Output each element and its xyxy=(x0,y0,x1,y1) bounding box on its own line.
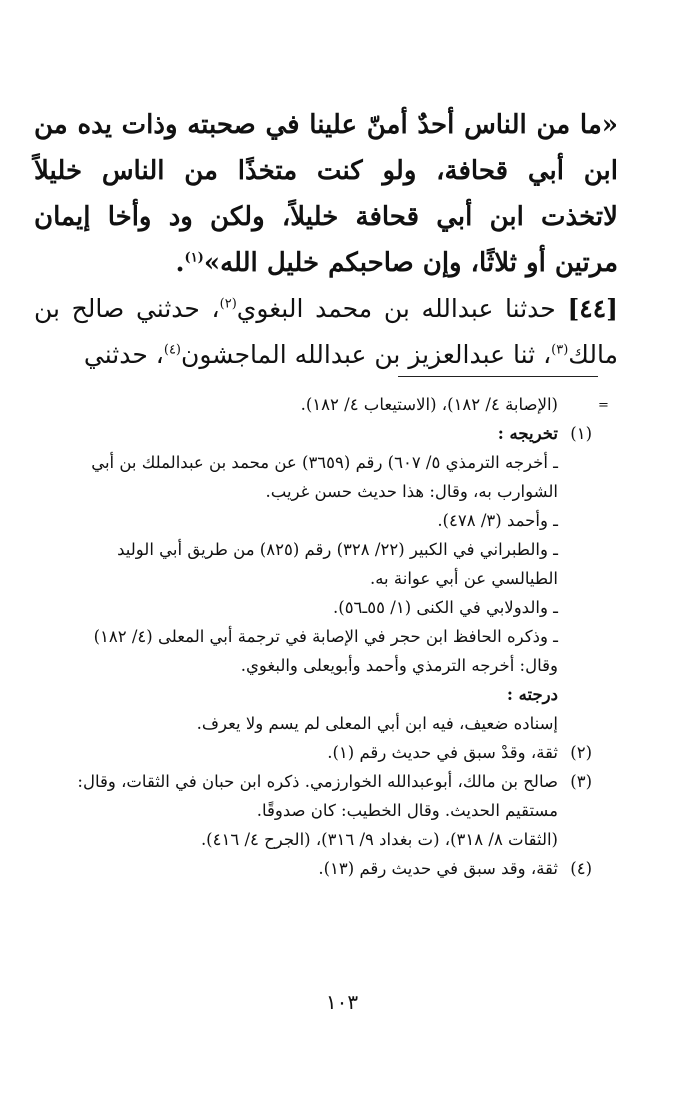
footnote-2-text: ثقة، وقدْ سبق في حديث رقم (١). xyxy=(327,743,558,762)
takhrij-heading: تخريجه : xyxy=(497,424,558,443)
footnote-continuation: (الإصابة ٤/ ١٨٢)، (الاستيعاب ٤/ ١٨٢). xyxy=(300,395,558,414)
hadith-line-2: أبي قحافة، ولو كنت متخذًا من الناس خليلاً لاتخذت ابن أبي xyxy=(34,156,619,232)
footnote-1-line-2: الشوارب به، وقال: هذا حديث حسن غريب. xyxy=(265,482,558,501)
narration-part-3: ، ثنا عبدالعزيز بن عبدالله الماجشون xyxy=(181,340,552,369)
footnote-3 xyxy=(20,767,592,796)
footnote-4-text: ثقة، وقد سبق في حديث رقم (١٣). xyxy=(318,859,558,878)
footnote-3-line-1: صالح بن مالك، أبوعبدالله الخوارزمي. ذكره ابن حبان في الثقات، وقال: xyxy=(77,772,558,791)
hadith-number: [٤٤] xyxy=(567,294,618,323)
footnote-4 xyxy=(20,854,592,883)
footnote-4-number: (٤) xyxy=(570,859,592,878)
footnote-1-heading xyxy=(20,419,592,448)
footnote-1-line-3: ـ وأحمد (٣/ ٤٧٨). xyxy=(437,511,558,530)
hadith-end-period: . xyxy=(175,248,185,278)
footnote-2 xyxy=(20,738,592,767)
footnote-1-line-7: ـ وذكره الحافظ ابن حجر في الإصابة في ترجمة أبي المعلى (٤/ ١٨٢) xyxy=(93,627,558,646)
footnote-ref-4[interactable]: (٤) xyxy=(163,342,181,358)
footnote-1-number: (١) xyxy=(570,424,592,443)
narration-part-1: حدثنا عبدالله بن محمد البغوي xyxy=(236,294,556,323)
footnote-1-line-6: ـ والدولابي في الكنى (١/ ٥٥ـ٥٦). xyxy=(333,598,558,617)
footnote-1-line-8: وقال: أخرجه الترمذي وأحمد وأبويعلى والبغوي. xyxy=(240,656,558,675)
footnotes xyxy=(20,390,592,883)
hadith-line-3: قحافة خليلاً، ولكن ود وأخا إيمان مرتين أو ثلاثًا، وإن صاحبكم xyxy=(34,202,618,278)
hadith-line-4: خليل الله» xyxy=(203,248,320,278)
footnote-separator xyxy=(398,376,598,377)
narration-part-2: ، حدثني صالح بن مالك xyxy=(34,294,618,369)
footnote-2-number: (٢) xyxy=(570,743,592,762)
continuation-marker: = xyxy=(598,398,609,413)
footnote-1-line-5: الطيالسي عن أبي عوانة به. xyxy=(369,569,558,588)
grade-heading: درجته : xyxy=(506,685,558,704)
hadith-line-1: «ما من الناس أحدٌ أمنّ علينا في صحبته وذات يده من ابن xyxy=(34,110,618,186)
footnote-1-line-4: ـ والطبراني في الكبير (٢٢/ ٣٢٨) رقم (٨٢٥) من طريق أبي الوليد xyxy=(117,540,558,559)
footnote-3-line-2: مستقيم الحديث. وقال الخطيب: كان صدوقًا. xyxy=(256,801,558,820)
footnote-3-line-3: (الثقات ٨/ ٣١٨)، (ت بغداد ٩/ ٣١٦)، (الجرح ٤/ ٤١٦). xyxy=(200,830,558,849)
footnote-1-line-1: ـ أخرجه الترمذي ٥/ ٦٠٧) رقم (٣٦٥٩) عن محمد بن عبدالملك بن أبي xyxy=(91,453,558,472)
page-number: ١٠٣ xyxy=(325,990,359,1014)
main-text xyxy=(34,102,618,378)
narration-part-4: ، حدثني xyxy=(83,340,164,369)
hadith-text xyxy=(34,102,618,286)
footnote-3-number: (٣) xyxy=(570,772,592,791)
grade-text: إسناده ضعيف، فيه ابن أبي المعلى لم يسم ولا يعرف. xyxy=(196,714,558,733)
narration-chain xyxy=(34,286,618,378)
footnote-ref-1[interactable]: (١) xyxy=(184,250,204,266)
footnote-ref-2[interactable]: (٢) xyxy=(219,296,237,312)
footnote-ref-3[interactable]: (٣) xyxy=(551,342,569,358)
